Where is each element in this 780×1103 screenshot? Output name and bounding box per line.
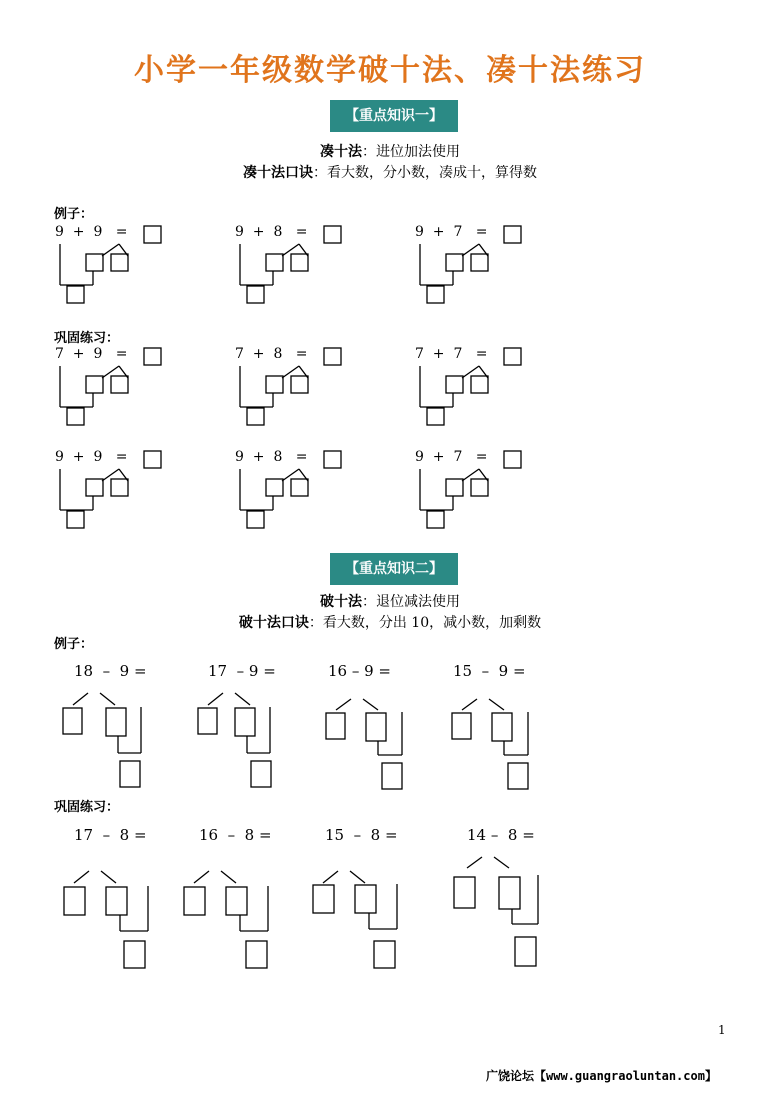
sub-example-3: 16 – 9 = <box>328 662 392 680</box>
sub-practice-2: 16 – 8 = <box>199 826 272 844</box>
section1-badge: 【重点知识一】 <box>330 100 458 132</box>
section2-badge: 【重点知识二】 <box>330 553 458 585</box>
sub-diagram-3 <box>326 699 402 789</box>
add-practice-5: 9 + 8 = <box>235 449 308 465</box>
section1-line1-text: ：进位加法使用 <box>362 144 460 160</box>
section1-line2-label: 凑十法口诀 <box>243 165 313 181</box>
add-example-2: 9 + 8 = <box>235 224 308 240</box>
add-practice-4: 9 + 9 = <box>55 449 128 465</box>
page-number: 1 <box>718 1023 726 1037</box>
add-diagram-2 <box>240 226 341 303</box>
add-practice-1: 7 + 9 = <box>55 346 128 362</box>
add-diagram-9 <box>420 451 521 528</box>
section1-line2-text: ：看大数，分小数，凑成十，算得数 <box>313 165 537 181</box>
sub-example-1: 18 – 9 = <box>74 662 147 680</box>
section2-line2-label: 破十法口诀 <box>238 615 309 631</box>
sub-diagram-8 <box>454 857 538 966</box>
section2-example-label: 例子： <box>54 637 94 652</box>
add-example-1: 9 + 9 = <box>55 224 128 240</box>
add-diagram-6 <box>420 348 521 425</box>
sub-diagram-7 <box>313 871 397 968</box>
sub-diagram-5 <box>64 871 148 968</box>
page-title: 小学一年级数学破十法、凑十法练习 <box>134 53 646 88</box>
add-example-3: 9 + 7 = <box>415 224 488 240</box>
section1-example-label: 例子： <box>54 207 94 222</box>
sub-diagram-2 <box>198 693 271 787</box>
sub-practice-1: 17 – 8 = <box>74 826 147 844</box>
section2-practice-label: 巩固练习： <box>54 800 120 815</box>
sub-practice-4: 14 – 8 = <box>467 826 535 844</box>
add-practice-6: 9 + 7 = <box>415 449 488 465</box>
sub-diagram-6 <box>184 871 268 968</box>
sub-example-2: 17 – 9 = <box>208 662 276 680</box>
sub-practice-3: 15 – 8 = <box>325 826 398 844</box>
section1-line1-label: 凑十法 <box>320 144 362 160</box>
add-diagram-8 <box>240 451 341 528</box>
section1-practice-label: 巩固练习： <box>54 331 120 346</box>
add-diagram-4 <box>60 348 161 425</box>
add-diagram-3 <box>420 226 521 303</box>
sub-diagram-4 <box>452 699 528 789</box>
section2-line2-text: ：看大数，分出 10，减小数，加剩数 <box>308 615 542 631</box>
sub-example-4: 15 – 9 = <box>453 662 526 680</box>
add-practice-2: 7 + 8 = <box>235 346 308 362</box>
section2-line1-label: 破十法 <box>320 594 362 610</box>
add-diagram-5 <box>240 348 341 425</box>
sub-diagram-1 <box>63 693 141 787</box>
footer-source: 广饶论坛【www.guangraoluntan.com】 <box>486 1069 717 1083</box>
add-practice-3: 7 + 7 = <box>415 346 488 362</box>
add-diagram-1 <box>60 226 161 303</box>
section2-line1-text: ：退位减法使用 <box>362 594 460 610</box>
add-diagram-7 <box>60 451 161 528</box>
